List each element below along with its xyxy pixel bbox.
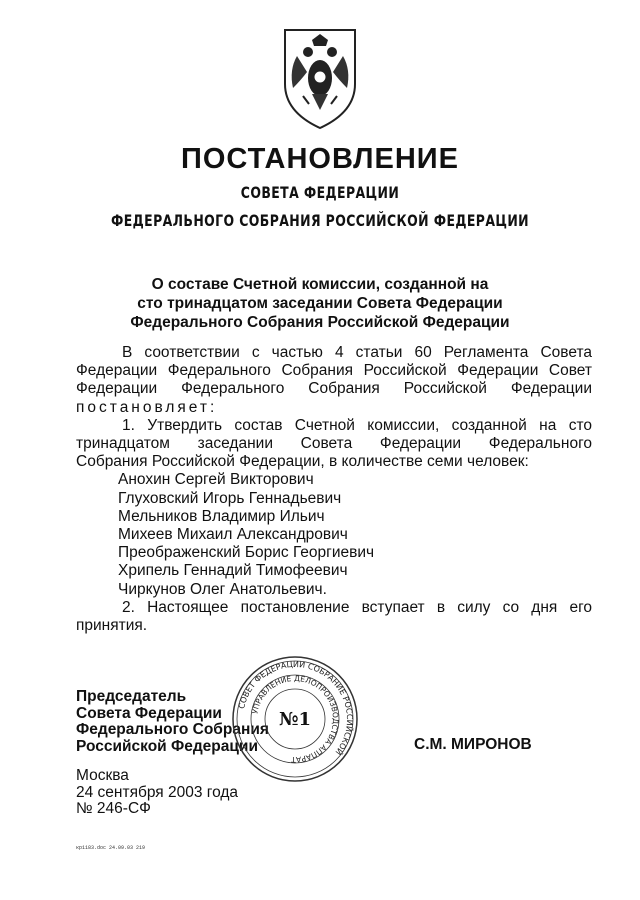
file-footnote: кр1183.doc 24.09.03 219 bbox=[76, 845, 146, 851]
body-line: принятия. bbox=[76, 617, 148, 635]
document-body bbox=[76, 344, 592, 635]
member-name: Чиркунов Олег Анатольевич. bbox=[118, 580, 327, 598]
position-line: Российской Федерации bbox=[76, 737, 258, 755]
state-emblem-icon bbox=[279, 22, 361, 132]
official-stamp bbox=[230, 654, 360, 784]
document-subject bbox=[0, 275, 640, 332]
member-name: Мельников Владимир Ильич bbox=[118, 507, 325, 525]
signatory-name: С.М. МИРОНОВ bbox=[414, 736, 532, 753]
member-list bbox=[118, 471, 592, 598]
member-name: Хрипель Геннадий Тимофеевич bbox=[118, 562, 348, 580]
position-line: Совета Федерации bbox=[76, 704, 222, 722]
member-name: Михеев Михаил Александрович bbox=[118, 526, 348, 544]
subject-line: Федерального Собрания Российской Федерации bbox=[130, 314, 510, 331]
body-line: 1. Утвердить состав Счетной комиссии, созданной на сто bbox=[122, 416, 592, 434]
member-name: Преображенский Борис Георгиевич bbox=[118, 544, 375, 562]
document-number: № 246-СФ bbox=[76, 800, 151, 817]
body-line: Федерации Федерального Собрания Российской Федерации bbox=[76, 380, 592, 398]
stamp-number: №1 bbox=[278, 709, 312, 730]
position-line: Федерального Собрания bbox=[76, 721, 269, 738]
position-line: Председатель bbox=[76, 688, 187, 705]
member-name: Анохин Сергей Викторович bbox=[118, 471, 314, 489]
stamp-outer-text: СОВЕТ ФЕДЕРАЦИИ СОБРАНИЕ РОССИЙСКОЙ bbox=[237, 659, 355, 757]
place-and-date bbox=[76, 768, 238, 818]
body-line: Федерации Федерального Собрания Российской Федерации Совет bbox=[76, 362, 592, 380]
issuing-body-line2: ФЕДЕРАЛЬНОГО СОБРАНИЯ РОССИЙСКОЙ ФЕДЕРАЦИИ bbox=[110, 211, 530, 230]
body-line: Собрания Российской Федерации, в количестве семи человек: bbox=[76, 453, 529, 471]
body-line: 2. Настоящее постановление вступает в силу со дня его bbox=[122, 598, 592, 616]
body-line: тринадцатом заседании Совета Федерации Федерального bbox=[76, 435, 592, 453]
issuing-body-line1: СОВЕТА ФЕДЕРАЦИИ bbox=[240, 183, 400, 202]
subject-line: О составе Счетной комиссии, созданной на bbox=[151, 276, 489, 293]
subject-line: сто тринадцатом заседании Совета Федерации bbox=[137, 295, 503, 312]
city: Москва bbox=[76, 767, 129, 784]
member-name: Глуховский Игорь Геннадьевич bbox=[118, 489, 342, 507]
resolution-word: постановляет: bbox=[76, 398, 218, 416]
document-title: ПОСТАНОВЛЕНИЕ bbox=[181, 143, 459, 175]
date: 24 сентября 2003 года bbox=[76, 783, 239, 801]
body-line: В соответствии с частью 4 статьи 60 Регламента Совета bbox=[122, 344, 592, 361]
stamp-inner-text: УПРАВЛЕНИЕ ДЕЛОПРОИЗВОДСТВА АППАРАТ bbox=[250, 673, 341, 765]
